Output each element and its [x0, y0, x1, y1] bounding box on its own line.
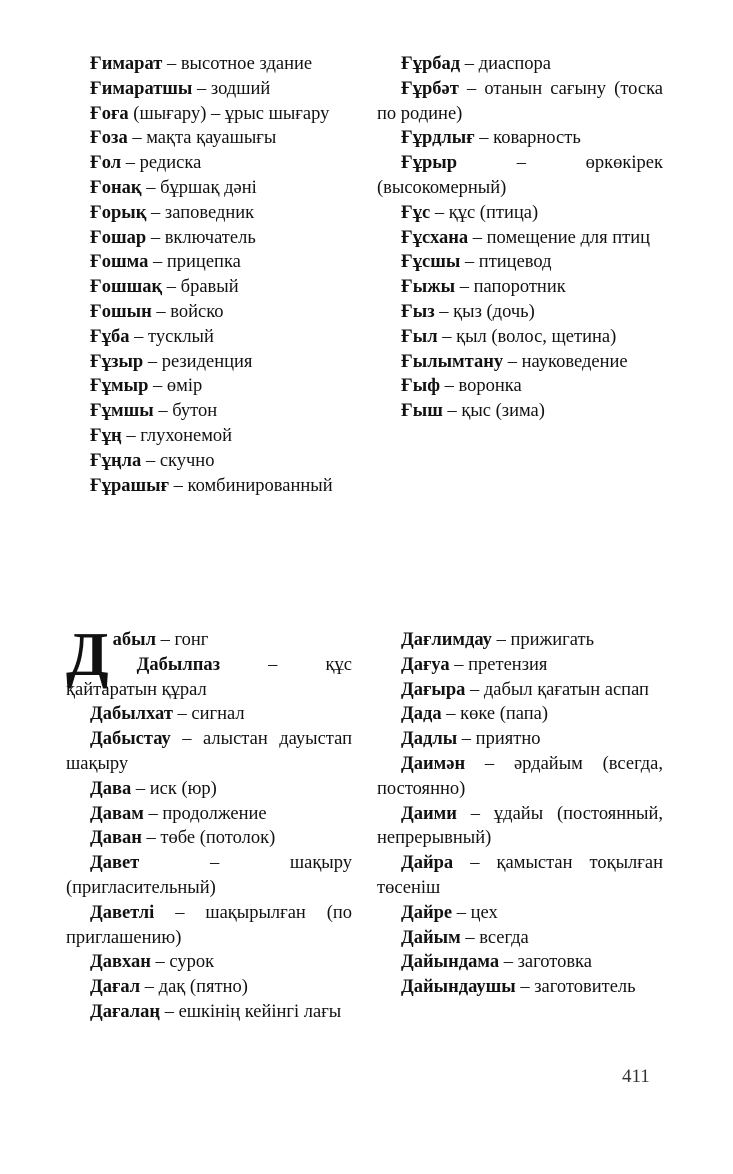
- dictionary-entry: [377, 752, 663, 802]
- entry-headword: Ғол: [90, 153, 122, 174]
- dictionary-entry: [377, 851, 663, 901]
- dictionary-entry: [66, 851, 352, 901]
- dictionary-entry: [377, 350, 663, 375]
- entry-headword: Ғұрыр: [401, 153, 458, 174]
- entry-definition: – зодший: [192, 78, 271, 99]
- dictionary-entry: [377, 399, 663, 424]
- entry-headword: Дабыстау: [90, 729, 171, 750]
- entry-definition: – приятно: [457, 729, 541, 750]
- entry-definition: – включатель: [146, 227, 256, 248]
- dictionary-entry: [377, 926, 663, 951]
- entry-definition: – птицевод: [460, 252, 552, 273]
- dictionary-entry: [377, 275, 663, 300]
- entry-headword: Ғошшақ: [90, 277, 163, 298]
- entry-headword: Ғұс: [401, 202, 431, 223]
- column-bottom-left: [66, 621, 352, 1025]
- entry-headword: Давет: [90, 853, 140, 874]
- dictionary-entry: [66, 727, 352, 777]
- page-number: 411: [622, 1066, 650, 1087]
- entry-headword: Ғұң: [90, 425, 122, 446]
- dictionary-entry: [377, 653, 663, 678]
- entry-headword: Ғылымтану: [401, 351, 504, 372]
- entry-definition: – помещение для птиц: [468, 227, 651, 248]
- entry-definition: – шақырылған (по приглашению): [66, 902, 352, 948]
- entry-headword: Дадлы: [401, 729, 458, 750]
- dictionary-entry: [66, 350, 352, 375]
- entry-headword: Даветлі: [90, 902, 155, 923]
- entry-definition: – сигнал: [172, 704, 245, 725]
- entry-definition: – сурок: [150, 952, 215, 973]
- entry-definition: – папоротник: [455, 277, 566, 298]
- entry-definition: – қыз (дочь): [434, 301, 535, 322]
- drop-cap-letter: Д: [66, 621, 109, 689]
- entry-headword: Ғұңла: [90, 450, 142, 471]
- dictionary-entry: [66, 424, 352, 449]
- dictionary-entry: [66, 474, 352, 499]
- dictionary-entry: [66, 300, 352, 325]
- entry-definition: (шығару) – ұрыс шығару: [128, 103, 330, 124]
- entry-definition: – воронка: [440, 376, 522, 397]
- entry-headword: Ғұрбад: [401, 54, 461, 74]
- entry-definition: – тусклый: [129, 326, 214, 347]
- column-top-right: [377, 52, 663, 424]
- entry-definition: – высотное здание: [162, 54, 313, 74]
- entry-headword: Дабылхат: [90, 704, 173, 725]
- dictionary-entry: [377, 77, 663, 127]
- entry-definition: – резиденция: [143, 351, 253, 372]
- entry-headword: Ғыл: [401, 326, 438, 347]
- entry-headword: Ғұрбәт: [401, 78, 459, 99]
- entry-definition: – ешкінің кейінгі лағы: [160, 1001, 342, 1022]
- dictionary-entry: [66, 102, 352, 127]
- entry-headword: Дайындама: [401, 952, 500, 973]
- entry-headword: Давхан: [90, 952, 151, 973]
- entry-definition: – төбе (потолок): [141, 828, 276, 849]
- dictionary-entry: [377, 151, 663, 201]
- entry-headword: Ғошар: [90, 227, 147, 248]
- entry-definition: – қыл (волос, щетина): [437, 326, 617, 347]
- entry-definition: – бұршақ дәні: [141, 177, 257, 198]
- dictionary-entry: [66, 126, 352, 151]
- entry-headword: Дағыра: [401, 679, 466, 700]
- entry-headword: Ғұмыр: [90, 376, 149, 397]
- entry-headword: Дада: [401, 704, 442, 725]
- dictionary-entry: [66, 777, 352, 802]
- entry-headword: Ғыжы: [401, 277, 456, 298]
- dictionary-entry: [377, 727, 663, 752]
- entry-definition: – отанын сағыну (тоска по родине): [377, 78, 663, 124]
- entry-headword: Дайра: [401, 853, 454, 874]
- entry-headword: Ғоға: [90, 103, 129, 124]
- dictionary-entry: [377, 201, 663, 226]
- dictionary-entry: [377, 52, 663, 77]
- entry-headword: Ғыш: [401, 401, 443, 422]
- entry-headword: Даван: [90, 828, 142, 849]
- dictionary-entry: [66, 1000, 352, 1025]
- entry-headword: Дайре: [401, 902, 453, 923]
- entry-headword: Даимән: [401, 753, 466, 774]
- dictionary-entry: [66, 399, 352, 424]
- entry-headword: Дайым: [401, 927, 461, 948]
- entry-headword: Ғыз: [401, 301, 435, 322]
- entry-definition: – қамыстан тоқылған төсеніш: [377, 853, 663, 898]
- dictionary-entry: [66, 449, 352, 474]
- entry-definition: – өркөкірек (высокомерный): [377, 153, 663, 198]
- entry-headword: Дағалаң: [90, 1001, 161, 1022]
- entry-definition: – редиска: [121, 153, 202, 174]
- entry-definition: – прижигать: [491, 630, 595, 650]
- entry-definition: – иск (юр): [131, 778, 217, 799]
- entry-headword: Ғошын: [90, 301, 152, 322]
- entry-headword: Дағал: [90, 977, 141, 998]
- dictionary-entry: [377, 325, 663, 350]
- entry-headword: Ғұсхана: [401, 227, 469, 248]
- dictionary-entry: [66, 826, 352, 851]
- entry-headword: Дава: [90, 778, 132, 799]
- dictionary-entry: [377, 126, 663, 151]
- dictionary-entry: [66, 374, 352, 399]
- entry-definition: – заготовитель: [515, 977, 636, 998]
- entry-definition: – претензия: [449, 654, 548, 675]
- entry-definition: – всегда: [460, 927, 529, 948]
- entry-headword: Дайындаушы: [401, 977, 516, 998]
- entry-definition: – скучно: [141, 450, 215, 471]
- dictionary-entry: [66, 151, 352, 176]
- entry-headword: Ғошма: [90, 252, 149, 273]
- dictionary-entry: [377, 300, 663, 325]
- dictionary-entry: [66, 802, 352, 827]
- entry-definition: – құс (птица): [430, 202, 539, 223]
- dictionary-entry: [377, 975, 663, 1000]
- entry-definition: – науковедение: [503, 351, 628, 372]
- entry-headword: Ғұба: [90, 326, 130, 347]
- dictionary-entry: [66, 201, 352, 226]
- entry-definition: – комбинированный: [169, 475, 333, 496]
- dictionary-entry: [66, 901, 352, 951]
- dictionary-entry: [377, 628, 663, 653]
- entry-definition: – диаспора: [460, 54, 552, 74]
- dictionary-entry: [66, 250, 352, 275]
- dictionary-entry: [66, 975, 352, 1000]
- entry-definition: – глухонемой: [121, 425, 233, 446]
- dictionary-entry: [66, 77, 352, 102]
- entry-definition: – алыстан дауыстап шақыру: [66, 729, 352, 774]
- dictionary-entry: [377, 374, 663, 399]
- entry-definition: – әрдайым (всегда, постоянно): [377, 753, 663, 799]
- entry-headword: Ғонақ: [90, 177, 142, 198]
- entry-headword: Ғимаратшы: [90, 78, 193, 99]
- entry-definition: – коварность: [474, 128, 581, 149]
- dictionary-entry: [66, 653, 352, 703]
- dictionary-entry: [377, 802, 663, 852]
- entry-headword: Даими: [401, 803, 457, 824]
- dictionary-entry: [66, 52, 352, 77]
- entry-definition: – гонг: [155, 630, 209, 650]
- entry-headword: Давам: [90, 803, 144, 824]
- entry-headword: абыл: [112, 630, 156, 650]
- dictionary-entry: [377, 226, 663, 251]
- entry-definition: – көке (папа): [441, 704, 548, 725]
- entry-definition: – прицепка: [148, 252, 241, 273]
- entry-definition: – бутон: [153, 401, 218, 422]
- dictionary-entry: [377, 901, 663, 926]
- entry-definition: – дақ (пятно): [140, 977, 248, 998]
- entry-definition: – бравый: [162, 277, 239, 298]
- entry-headword: Ғұсшы: [401, 252, 461, 273]
- entry-definition: – дабыл қағатын аспап: [465, 679, 649, 700]
- entry-headword: Ғұрашығ: [90, 475, 170, 496]
- entry-headword: Ғұзыр: [90, 351, 144, 372]
- dictionary-entry: [66, 702, 352, 727]
- dictionary-entry: [377, 950, 663, 975]
- column-top-left: [66, 52, 352, 498]
- entry-headword: Дабылпаз: [136, 654, 221, 675]
- entry-headword: Ғимарат: [90, 54, 163, 74]
- dictionary-entry: [377, 702, 663, 727]
- entry-definition: – войско: [151, 301, 224, 322]
- entry-headword: Ғоза: [90, 128, 128, 149]
- entry-definition: – шақыру (пригласительный): [66, 853, 352, 898]
- entry-definition: – продолжение: [143, 803, 267, 824]
- dictionary-entry: [66, 226, 352, 251]
- entry-definition: – қыс (зима): [442, 401, 545, 422]
- dictionary-entry: [66, 950, 352, 975]
- dictionary-entry: [377, 678, 663, 703]
- entry-headword: Дағлимдау: [401, 630, 492, 650]
- entry-headword: Ғұмшы: [90, 401, 154, 422]
- entry-definition: – заготовка: [499, 952, 592, 973]
- dictionary-entry: [377, 250, 663, 275]
- entry-headword: Ғыф: [401, 376, 441, 397]
- dictionary-entry: [66, 275, 352, 300]
- entry-definition: – құс қайтаратын құрал: [66, 654, 352, 700]
- entry-headword: Ғұрдлығ: [401, 128, 475, 149]
- column-bottom-right: [377, 628, 663, 1000]
- entry-definition: – өмір: [148, 376, 203, 397]
- dictionary-entry: [66, 176, 352, 201]
- entry-definition: – заповедник: [146, 202, 255, 223]
- entry-headword: Ғорық: [90, 202, 147, 223]
- entry-definition: – цех: [452, 902, 498, 923]
- entry-definition: – мақта қауашығы: [127, 128, 277, 149]
- entry-headword: Дағуа: [401, 654, 450, 675]
- entry-definition: – ұдайы (постоянный, непрерывный): [377, 803, 663, 849]
- dictionary-entry: [66, 325, 352, 350]
